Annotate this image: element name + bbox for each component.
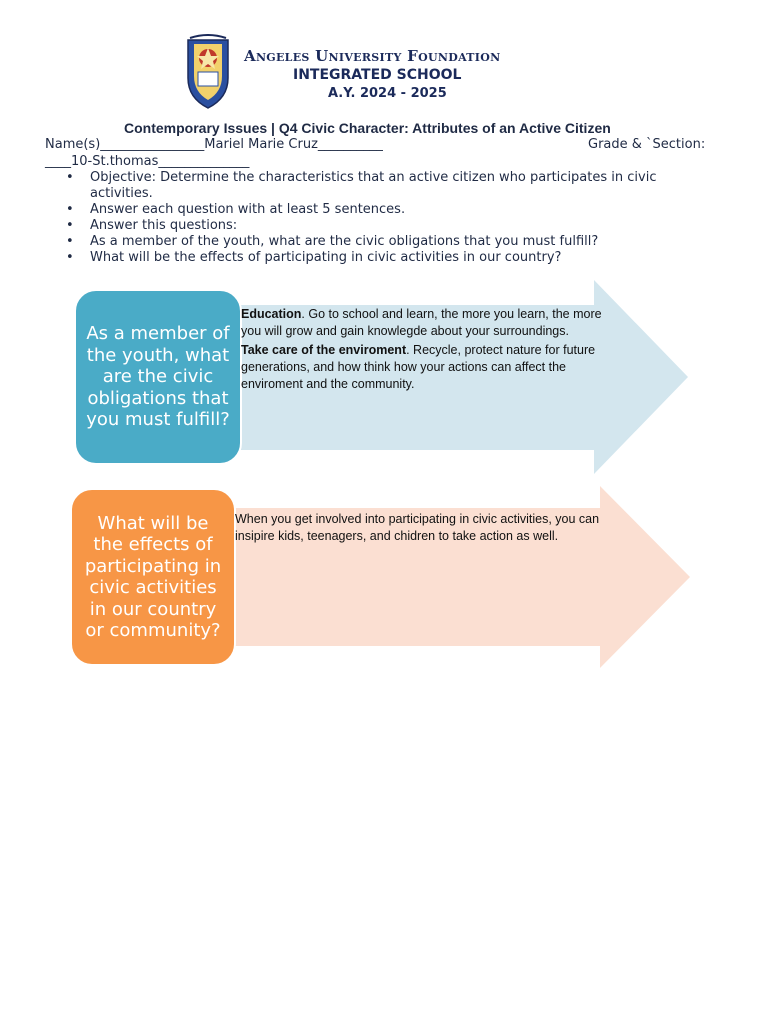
answer-1-body: . Go to school and learn, the more you learn, the more you will grow and gain knowlegde about your surroundings. [241,307,602,338]
school-subtitle: INTEGRATED SCHOOL [293,67,462,83]
question-box-2 [70,488,236,666]
school-name: Angeles University Foundation [244,47,501,65]
instruction-item: • Answer this questions: [66,218,706,234]
instruction-item: • As a member of the youth, what are the civic obligations that you must fulfill? [66,234,706,250]
answer-1-text [241,306,611,395]
names-line: Name(s)________________Mariel Marie Cruz__________ [45,137,383,152]
instruction-item: • What will be the effects of participating in civic activities in our country? [66,250,706,266]
question-box-1 [74,289,242,465]
instruction-item: • Answer each question with at least 5 sentences. [66,202,706,218]
answer-2-text: When you get involved into participating in civic activities, you can insipire kids, teenagers, and chidren to take action as well. [235,512,600,543]
instruction-item: • Objective: Determine the characteristics that an active citizen who participates in civic activities. [66,170,706,202]
question-2-text: What will be the effects of participating in civic activities in our country or community? [84,512,222,641]
section-value: ____10-St.thomas______________ [45,154,250,169]
document-title: Contemporary Issues | Q4 Civic Character: Attributes of an Active Citizen [124,120,611,136]
instructions-list [66,170,706,266]
answer-2-heading: Take care of the enviroment [241,343,407,357]
answer-2-body: . Recycle, protect nature for future generations, and how think how your actions can affect the enviroment and the community. [241,343,596,391]
school-seal-logo [184,34,232,110]
question-1-text: As a member of the youth, what are the civic obligations that you must fulfill? [86,323,230,431]
grade-section-label: Grade & `Section: [588,137,706,152]
answer-1-heading: Education [241,307,302,321]
academic-year: A.Y. 2024 - 2025 [328,86,447,101]
